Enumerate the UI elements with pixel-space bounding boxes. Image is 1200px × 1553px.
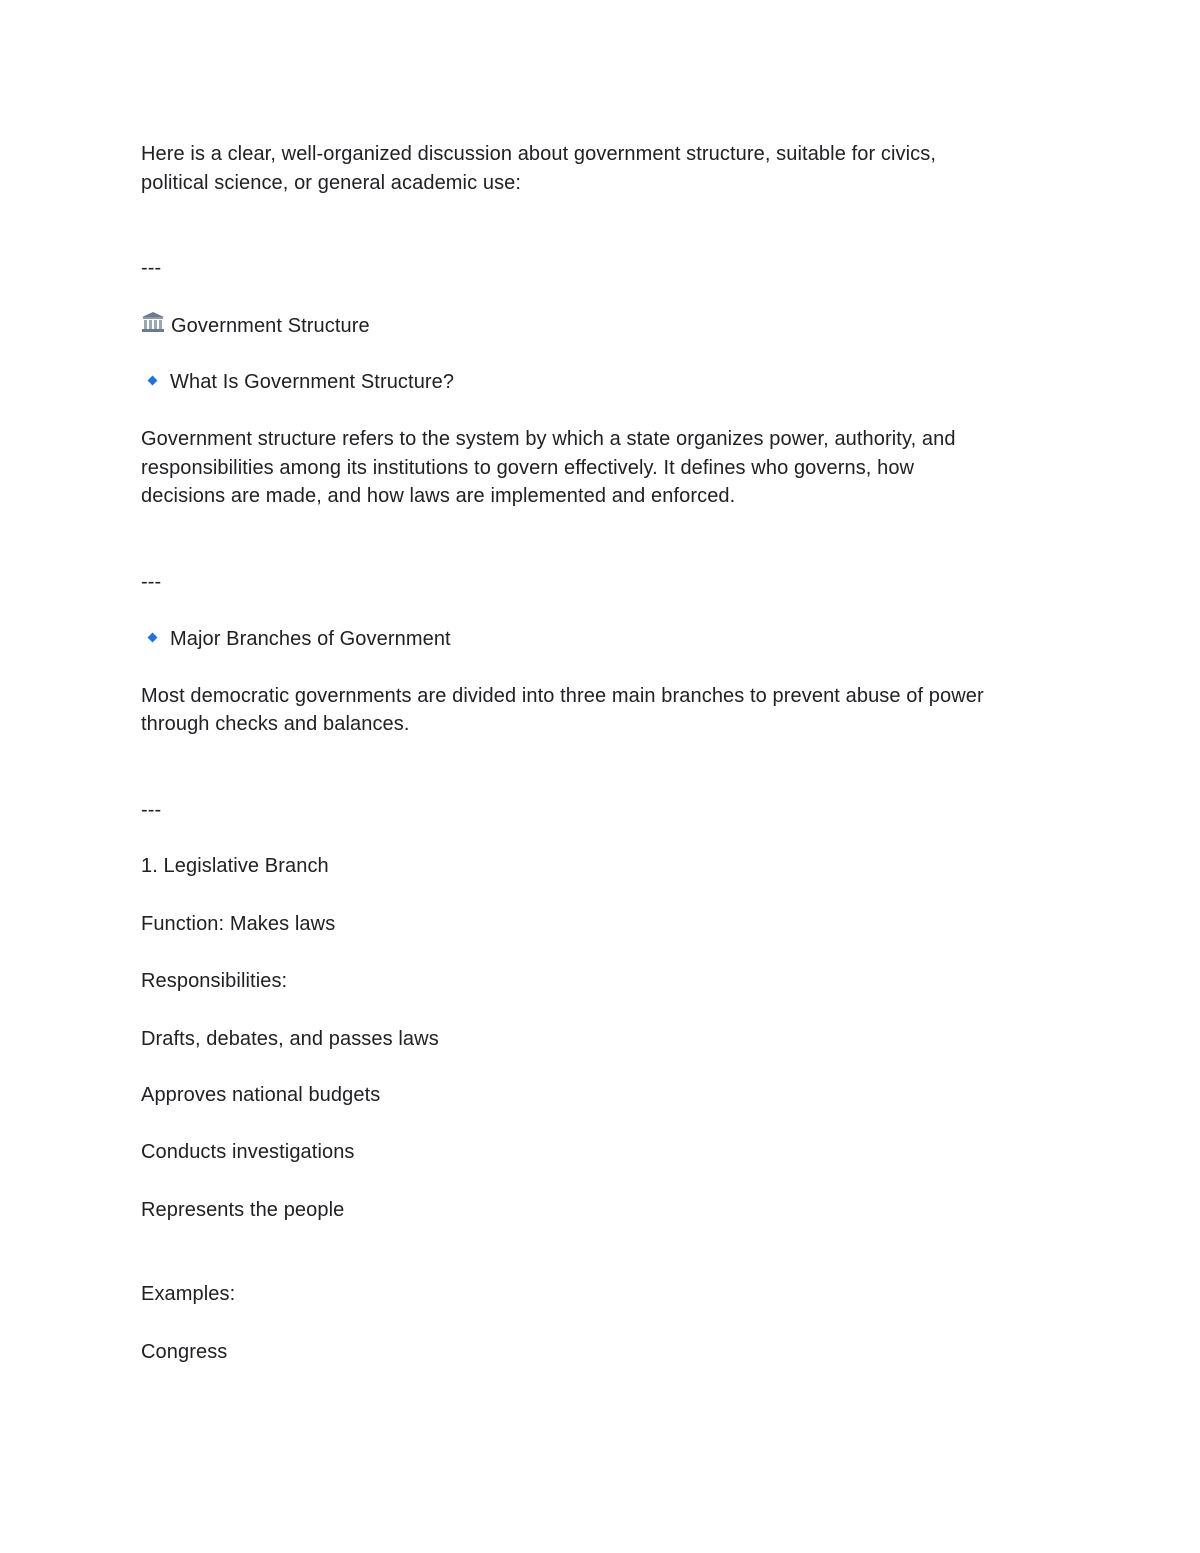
document-title-text: Government Structure bbox=[171, 314, 370, 337]
list-item: Conducts investigations bbox=[141, 1141, 355, 1163]
small-blue-diamond-icon bbox=[148, 376, 158, 386]
paragraph-line: responsibilities among its institutions to govern effectively. It defines who governs, how bbox=[141, 457, 915, 479]
paragraph-line: decisions are made, and how laws are implemented and enforced. bbox=[141, 485, 736, 507]
separator: --- bbox=[141, 571, 162, 593]
paragraph-line: Government structure refers to the system by which a state organizes power, authority, and bbox=[141, 428, 956, 450]
paragraph-line: Most democratic governments are divided into three main branches to prevent abuse of power bbox=[141, 685, 984, 707]
responsibilities-label: Responsibilities: bbox=[141, 970, 288, 992]
section-heading-branches bbox=[141, 625, 451, 654]
legislative-heading: 1. Legislative Branch bbox=[141, 855, 329, 877]
list-item: Approves national budgets bbox=[141, 1084, 381, 1106]
classical-building-icon bbox=[141, 311, 165, 342]
document-title bbox=[141, 311, 370, 342]
separator: --- bbox=[141, 257, 162, 279]
intro-line-2: political science, or general academic use: bbox=[141, 172, 522, 194]
section-heading-branches-text: Major Branches of Government bbox=[170, 628, 451, 650]
paragraph-line: through checks and balances. bbox=[141, 713, 410, 735]
section-heading-what bbox=[141, 368, 454, 397]
separator: --- bbox=[141, 799, 162, 821]
section-heading-what-text: What Is Government Structure? bbox=[170, 371, 455, 393]
examples-label: Examples: bbox=[141, 1283, 236, 1305]
small-blue-diamond-icon bbox=[148, 633, 158, 643]
legislative-function: Function: Makes laws bbox=[141, 913, 336, 935]
list-item: Represents the people bbox=[141, 1199, 345, 1221]
intro-line-1: Here is a clear, well-organized discussion about government structure, suitable for civics, bbox=[141, 143, 937, 165]
list-item: Congress bbox=[141, 1341, 228, 1363]
list-item: Drafts, debates, and passes laws bbox=[141, 1028, 439, 1050]
